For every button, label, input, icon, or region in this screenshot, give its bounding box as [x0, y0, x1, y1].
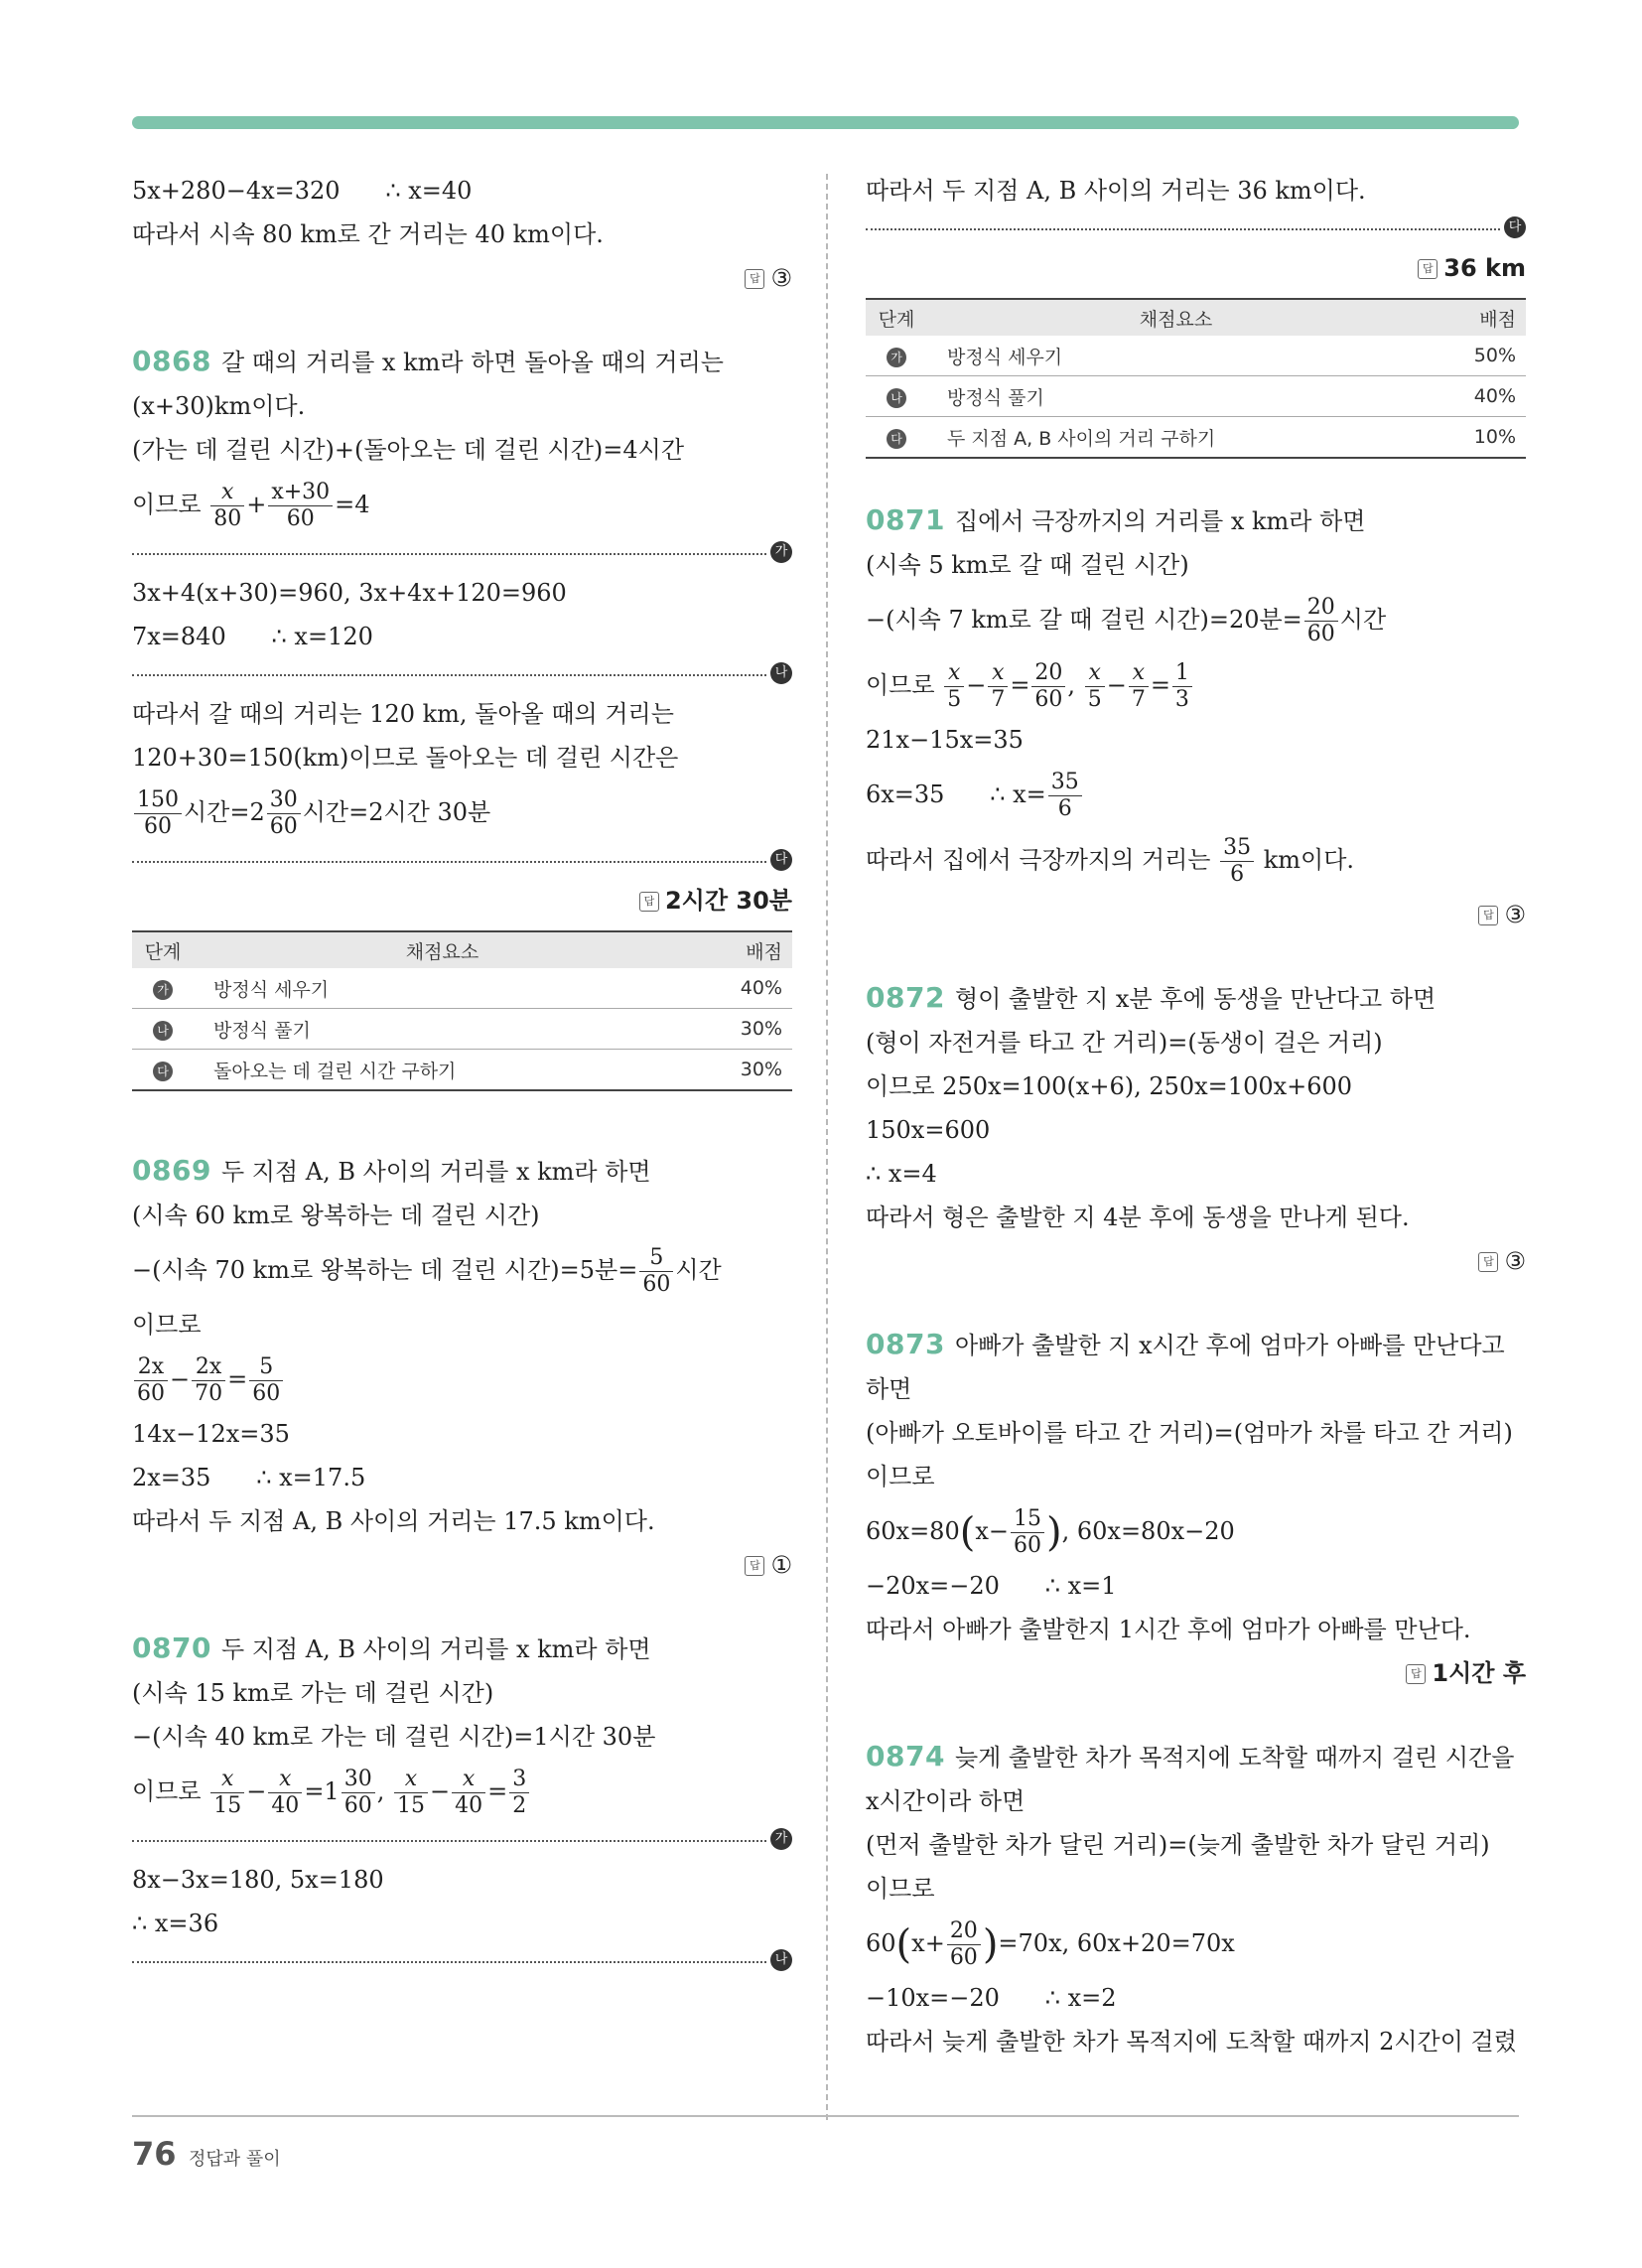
equation-line: −(시속 70 km로 왕복하는 데 걸린 시간)=5분= $\frac{5}{60}$ 시간	[132, 1245, 722, 1297]
step-na-icon: 나	[153, 1021, 173, 1041]
fraction: $\frac{x}{80}$	[210, 480, 244, 532]
line: −10x=−20 ∴ x=2	[866, 1984, 1117, 2012]
line: 5x+280−4x=320 ∴ x=40	[132, 177, 473, 205]
column-divider	[826, 174, 828, 2120]
problem-header: 0871 집에서 극장까지의 거리를 x km라 하면	[866, 503, 1366, 536]
problem-header: 0869 두 지점 A, B 사이의 거리를 x km라 하면	[132, 1154, 651, 1187]
step-da-icon: 다	[887, 429, 906, 449]
step-ga-icon: 가	[770, 541, 792, 563]
fraction: $\frac{5}{60}$	[639, 1245, 673, 1298]
line: ∴ x=4	[866, 1160, 937, 1188]
problem-header: 0873 아빠가 출발한 지 x시간 후에 엄마가 아빠를 만난다고	[866, 1328, 1505, 1360]
problem-header: 0868 갈 때의 거리를 x km라 하면 돌아올 때의 거리는	[132, 345, 724, 377]
line: (먼저 출발한 차가 달린 거리)=(늦게 출발한 차가 달린 거리)	[866, 1831, 1490, 1859]
equation-line: 이므로 $\frac{x}{15}$ − $\frac{x}{40}$ =1 $\frac{30}{60}$ , $\frac{x}{15}$ − $\frac{x}{40}$ = $\frac{3}{2}$	[132, 1759, 792, 1824]
answer-tag-icon: 답	[1478, 1252, 1498, 1272]
step-ga-icon: 가	[770, 1828, 792, 1850]
answer: 답 ①	[132, 1543, 792, 1587]
line: −20x=−20 ∴ x=1	[866, 1572, 1117, 1600]
line: 14x−12x=35	[132, 1420, 290, 1448]
step-na-icon: 나	[770, 1949, 792, 1971]
page-number: 76	[132, 2135, 177, 2173]
line: −(시속 40 km로 가는 데 걸린 시간)=1시간 30분	[132, 1723, 656, 1751]
equation-line: 60(x+ $\frac{20}{60}$ )=70x, 60x+20=70x	[866, 1918, 1235, 1970]
answer-tag-icon: 답	[1418, 259, 1437, 279]
answer: 답 36 km	[866, 246, 1526, 290]
page-label: 정답과 풀이	[189, 2149, 281, 2170]
table-row: 가 방정식 세우기 50%	[866, 336, 1526, 376]
problem-number: 0874	[866, 1740, 945, 1772]
line: (시속 60 km로 왕복하는 데 걸린 시간)	[132, 1202, 540, 1229]
left-column	[132, 169, 792, 1979]
scoring-table: 단계 채점요소 배점 가 방정식 세우기 40% 나 방정식 풀기 30% 다 돌아오는 데 걸린 시간 구하기 30%	[132, 930, 792, 1091]
line: 이므로	[866, 1463, 935, 1490]
answer-tag-icon: 답	[639, 892, 659, 912]
equation-line: 따라서 집에서 극장까지의 거리는 $\frac{35}{6}$ km이다.	[866, 835, 1355, 887]
line: 하면	[866, 1375, 912, 1403]
line: 따라서 두 지점 A, B 사이의 거리는 36 km이다.	[866, 177, 1366, 205]
fraction: $\frac{30}{60}$	[267, 787, 301, 840]
answer-tag-icon: 답	[745, 1556, 764, 1576]
equation-line: −(시속 7 km로 갈 때 걸린 시간)=20분= $\frac{20}{60}$ 시간	[866, 595, 1387, 646]
line: 따라서 갈 때의 거리는 120 km, 돌아올 때의 거리는	[132, 700, 674, 728]
line: 따라서 아빠가 출발한지 1시간 후에 엄마가 아빠를 만난다.	[866, 1616, 1471, 1643]
footer-divider	[132, 2115, 1519, 2117]
step-marker	[132, 658, 792, 692]
line: 따라서 형은 출발한 지 4분 후에 동생을 만나게 된다.	[866, 1204, 1410, 1231]
answer: 답 2시간 30분	[132, 879, 792, 922]
fraction: $\frac{2x}{70}$	[192, 1354, 225, 1407]
step-ga-icon: 가	[887, 348, 906, 367]
line: (x+30)km이다.	[132, 392, 306, 420]
problem-number: 0868	[132, 345, 211, 377]
step-da-icon: 다	[1504, 216, 1526, 238]
step-marker	[866, 213, 1526, 246]
line: 7x=840 ∴ x=120	[132, 623, 373, 650]
right-column	[866, 169, 1526, 2063]
answer: 답 ③	[866, 893, 1526, 936]
equation-line: 이므로 $\frac{x}{5}$ − $\frac{x}{7}$ = $\frac{20}{60}$ , $\frac{x}{5}$ − $\frac{x}{7}$ = $\frac{1}{3}$	[866, 652, 1526, 718]
step-marker	[132, 845, 792, 879]
equation-line: $\frac{2x}{60}$ − $\frac{2x}{70}$ = $\frac{5}{60}$	[132, 1347, 792, 1412]
step-marker	[132, 1945, 792, 1979]
table-row: 나 방정식 풀기 30%	[132, 1009, 792, 1050]
problem-number: 0873	[866, 1328, 945, 1360]
step-da-icon: 다	[153, 1062, 173, 1081]
answer-tag-icon: 답	[745, 269, 764, 289]
fraction: $\frac{150}{60}$	[134, 787, 182, 840]
equation-line: $\frac{150}{60}$ 시간=2 $\frac{30}{60}$ 시간=2시간 30분	[132, 780, 792, 845]
table-row: 다 돌아오는 데 걸린 시간 구하기 30%	[132, 1050, 792, 1091]
step-marker	[132, 1824, 792, 1858]
problem-number: 0870	[132, 1631, 211, 1664]
table-row: 나 방정식 풀기 40%	[866, 376, 1526, 417]
line: (시속 5 km로 갈 때 걸린 시간)	[866, 551, 1189, 579]
table-row: 다 두 지점 A, B 사이의 거리 구하기 10%	[866, 417, 1526, 459]
line: 150x=600	[866, 1116, 991, 1144]
line: 3x+4(x+30)=960, 3x+4x+120=960	[132, 579, 567, 607]
step-da-icon: 다	[770, 849, 792, 871]
line: 이므로	[132, 1311, 202, 1339]
problem-number: 0871	[866, 503, 945, 536]
fraction: $\frac{2x}{60}$	[134, 1354, 168, 1407]
line: (형이 자전거를 타고 간 거리)=(동생이 걸은 거리)	[866, 1029, 1383, 1057]
answer-tag-icon: 답	[1478, 906, 1498, 925]
line: 이므로	[866, 1875, 935, 1903]
line: ∴ x=36	[132, 1910, 219, 1937]
line: 8x−3x=180, 5x=180	[132, 1866, 384, 1894]
line: (가는 데 걸린 시간)+(돌아오는 데 걸린 시간)=4시간	[132, 436, 685, 464]
equation-line: 이므로 $\frac{x}{80}$ + $\frac{x+30}{60}$ =4	[132, 480, 370, 531]
equation-line: 6x=35 ∴ x= $\frac{35}{6}$	[866, 762, 1526, 827]
fraction: $\frac{5}{60}$	[249, 1354, 283, 1407]
step-na-icon: 나	[770, 662, 792, 684]
problem-header: 0872 형이 출발한 지 x분 후에 동생을 만난다고 하면	[866, 981, 1437, 1014]
line: 따라서 시속 80 km로 간 거리는 40 km이다.	[132, 220, 604, 248]
step-na-icon: 나	[887, 388, 906, 408]
step-marker	[132, 537, 792, 571]
step-ga-icon: 가	[153, 980, 173, 1000]
problem-header: 0874 늦게 출발한 차가 목적지에 도착할 때까지 걸린 시간을	[866, 1740, 1515, 1772]
problem-header: 0870 두 지점 A, B 사이의 거리를 x km라 하면	[132, 1631, 651, 1664]
line: 120+30=150(km)이므로 돌아오는 데 걸린 시간은	[132, 744, 679, 772]
equation-line: 60x=80(x− $\frac{15}{60}$ ), 60x=80x−20	[866, 1506, 1235, 1558]
line: 21x−15x=35	[866, 726, 1024, 754]
line: x시간이라 하면	[866, 1787, 1026, 1815]
line: 2x=35 ∴ x=17.5	[132, 1464, 366, 1491]
line: 이므로 250x=100(x+6), 250x=100x+600	[866, 1072, 1353, 1100]
line: (아빠가 오토바이를 타고 간 거리)=(엄마가 차를 타고 간 거리)	[866, 1419, 1513, 1447]
top-accent-bar	[132, 116, 1519, 129]
scoring-table: 단계 채점요소 배점 가 방정식 세우기 50% 나 방정식 풀기 40% 다 두 지점 A, B 사이의 거리 구하기 10%	[866, 298, 1526, 459]
answer: 답 ③	[866, 1239, 1526, 1283]
fraction: $\frac{x+30}{60}$	[268, 480, 333, 532]
table-row: 가 방정식 세우기 40%	[132, 968, 792, 1009]
answer: 답 1시간 후	[866, 1651, 1526, 1695]
line: (시속 15 km로 가는 데 걸린 시간)	[132, 1679, 494, 1707]
line: 따라서 두 지점 A, B 사이의 거리는 17.5 km이다.	[132, 1507, 655, 1535]
answer: 답 ③	[132, 256, 792, 300]
problem-number: 0869	[132, 1154, 211, 1187]
answer-tag-icon: 답	[1406, 1664, 1426, 1684]
problem-number: 0872	[866, 981, 945, 1014]
line: 따라서 늦게 출발한 차가 목적지에 도착할 때까지 2시간이 걸렸	[866, 2028, 1517, 2055]
